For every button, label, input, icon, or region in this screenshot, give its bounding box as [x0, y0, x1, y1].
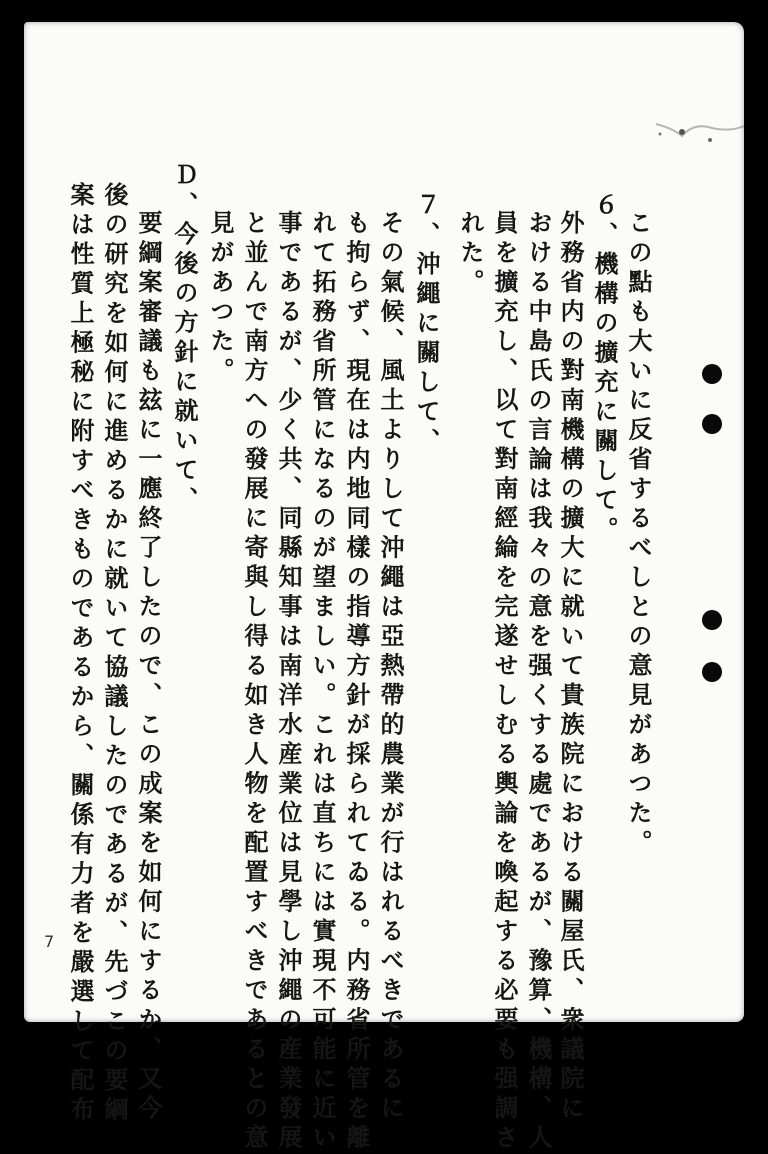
text-column-1: この點も大いに反省するべしとの意見があつた。 [624, 210, 653, 859]
binding-hole-3 [702, 610, 722, 630]
text-column-13: 見があつた。 [206, 210, 235, 387]
page-number: 7 [44, 932, 55, 951]
text-column-6: れた。 [456, 210, 485, 299]
document-page [24, 22, 744, 1154]
text-column-8: その氣候、風土よりして沖繩は亞熱帶的農業が行はれるべきであるに [376, 210, 405, 1125]
text-column-4: おける中島氏の言論は我々の意を强くする處であるが、豫算、機構、人 [524, 210, 553, 1154]
text-column-11: 事であるが、少く共、同縣知事は南洋水産業位は見學し沖繩の産業發展 [274, 210, 303, 1154]
section-heading-D: Ｄ、今後の方針に就いて、 [170, 162, 199, 516]
section-heading-6: ６、機構の擴充に關して。 [590, 192, 619, 546]
binding-hole-2 [702, 414, 722, 434]
section-heading-7: ７、沖繩に關して、 [412, 192, 441, 458]
text-column-5: 員を擴充し、以て對南經綸を完遂せしむる輿論を喚起する必要も强調さ [490, 210, 519, 1154]
text-column-9: も拘らず、現在は内地同樣の指導方針が採られてゐる。内務省所管を離 [342, 210, 371, 1154]
binding-hole-1 [702, 364, 722, 384]
text-column-17: 案は性質上極秘に附すべきものであるから、關係有力者を嚴選して配布 [66, 182, 95, 1126]
text-column-3: 外務省内の對南機構の擴大に就いて貴族院における關屋氏、衆議院に [556, 210, 585, 1125]
text-column-15: 要綱案審議も玆に一應終了したので、この成案を如何にするか、又今 [134, 210, 163, 1125]
text-column-16: 後の研究を如何に進めるかに就いて協議したのであるが、先づこの要綱 [100, 182, 129, 1126]
text-column-10: れて拓務省所管になるのが望ましい。これは直ちには實現不可能に近い [308, 210, 337, 1154]
binding-hole-4 [702, 662, 722, 682]
text-column-12: と並んで南方への發展に寄與し得る如き人物を配置すべきであるとの意 [240, 210, 269, 1154]
ink-smudge [652, 114, 748, 154]
